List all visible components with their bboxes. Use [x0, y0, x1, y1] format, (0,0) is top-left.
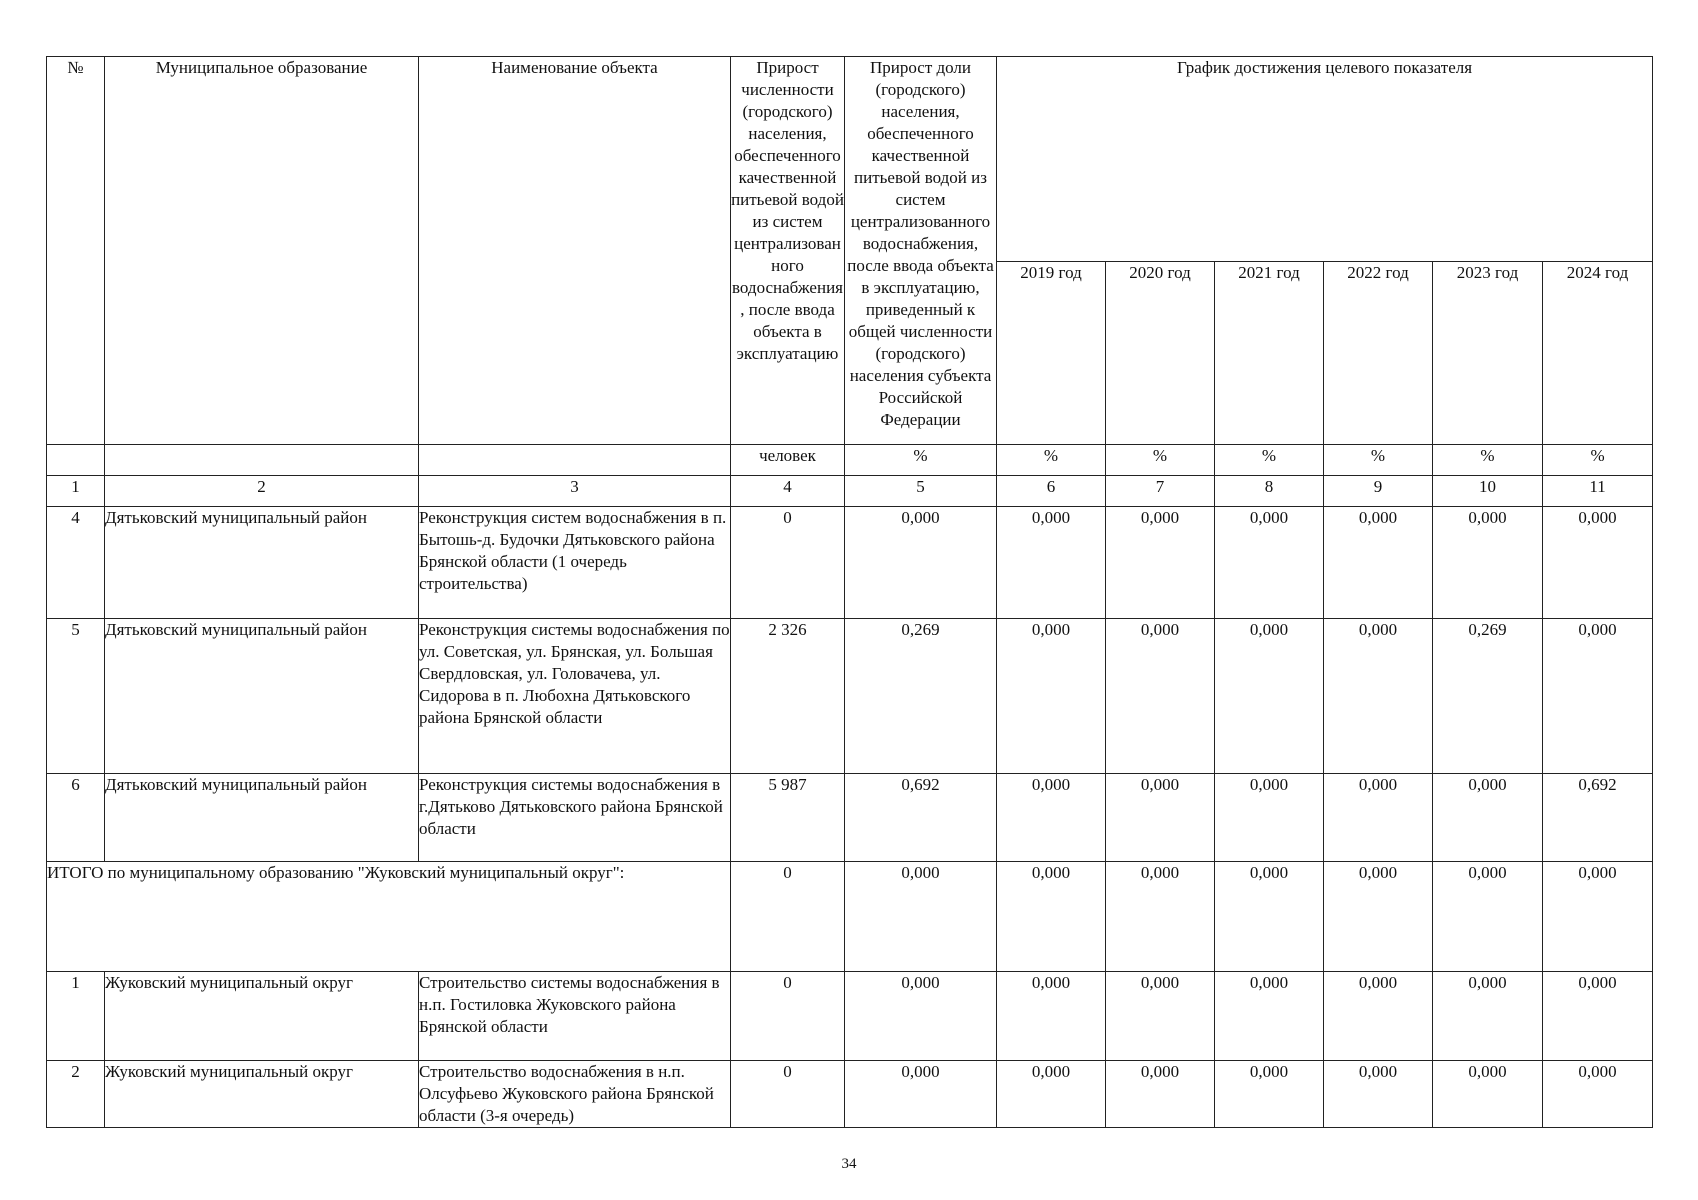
year-value-cell: 0,000	[1215, 774, 1324, 862]
row-number: 1	[47, 972, 105, 1061]
object-name-cell: Строительство системы водоснабжения в н.п. Гостиловка Жуковского района Брянской области	[419, 972, 731, 1061]
share-cell: 0,269	[845, 619, 997, 774]
year-value-cell: 0,000	[997, 619, 1106, 774]
people-cell: 5 987	[731, 774, 845, 862]
col-header-population-increase: Прирост численности (городского) населения, обеспеченного качественной питьевой водой из систем централизован ного водоснабжения , после ввода объекта в эксплуатацию	[731, 57, 845, 445]
year-value-cell: 0,000	[1106, 619, 1215, 774]
people-cell: 2 326	[731, 619, 845, 774]
column-number: 11	[1543, 476, 1653, 507]
total-year-value-cell: 0,000	[997, 862, 1106, 972]
total-year-value-cell: 0,000	[1543, 862, 1653, 972]
year-value-cell: 0,000	[1324, 972, 1433, 1061]
column-number: 6	[997, 476, 1106, 507]
year-value-cell: 0,000	[997, 1061, 1106, 1128]
object-name-cell: Строительство водоснабжения в н.п. Олсуфьево Жуковского района Брянской области (3-я очередь)	[419, 1061, 731, 1128]
year-value-cell: 0,000	[1215, 507, 1324, 619]
year-value-cell: 0,000	[1215, 619, 1324, 774]
column-number: 1	[47, 476, 105, 507]
unit-cell: %	[1106, 445, 1215, 476]
page-number: 34	[841, 1156, 857, 1172]
year-value-cell: 0,000	[997, 774, 1106, 862]
target-indicator-table	[46, 56, 1653, 1128]
year-header: 2023 год	[1433, 262, 1543, 445]
municipality-cell: Жуковский муниципальный округ	[105, 1061, 419, 1128]
year-value-cell: 0,000	[997, 507, 1106, 619]
column-number: 10	[1433, 476, 1543, 507]
object-name-cell: Реконструкция системы водоснабжения в г.Дятьково Дятьковского района Брянской области	[419, 774, 731, 862]
unit-cell-empty	[419, 445, 731, 476]
year-value-cell: 0,692	[1543, 774, 1653, 862]
year-value-cell: 0,000	[1433, 507, 1543, 619]
year-value-cell: 0,000	[1106, 1061, 1215, 1128]
year-value-cell: 0,000	[1106, 774, 1215, 862]
year-value-cell: 0,000	[1324, 774, 1433, 862]
unit-cell: %	[997, 445, 1106, 476]
year-value-cell: 0,000	[1543, 507, 1653, 619]
table-row	[47, 774, 1653, 862]
year-value-cell: 0,000	[1433, 972, 1543, 1061]
unit-cell: %	[1433, 445, 1543, 476]
column-number: 5	[845, 476, 997, 507]
total-year-value-cell: 0,000	[1433, 862, 1543, 972]
row-number: 4	[47, 507, 105, 619]
total-people-cell: 0	[731, 862, 845, 972]
year-value-cell: 0,000	[1543, 619, 1653, 774]
total-row	[47, 862, 1653, 972]
unit-cell-empty	[47, 445, 105, 476]
column-number: 4	[731, 476, 845, 507]
row-number: 6	[47, 774, 105, 862]
header-row-top	[47, 57, 1653, 262]
year-header: 2021 год	[1215, 262, 1324, 445]
municipality-cell: Дятьковский муниципальный район	[105, 774, 419, 862]
table-row	[47, 972, 1653, 1061]
column-number: 3	[419, 476, 731, 507]
year-header: 2020 год	[1106, 262, 1215, 445]
column-number: 2	[105, 476, 419, 507]
total-year-value-cell: 0,000	[1215, 862, 1324, 972]
total-label: ИТОГО по муниципальному образованию "Жуковский муниципальный округ":	[47, 862, 731, 972]
row-number: 5	[47, 619, 105, 774]
object-name-cell: Реконструкция системы водоснабжения по ул. Советская, ул. Брянская, ул. Большая Свердловская, ул. Головачева, ул. Сидорова в п. Любохна Дятьковского района Брянской области	[419, 619, 731, 774]
year-value-cell: 0,000	[1106, 507, 1215, 619]
col-header-object: Наименование объекта	[419, 57, 731, 445]
year-value-cell: 0,000	[1106, 972, 1215, 1061]
total-year-value-cell: 0,000	[1324, 862, 1433, 972]
people-cell: 0	[731, 1061, 845, 1128]
col-header-municipality: Муниципальное образование	[105, 57, 419, 445]
unit-cell: %	[1324, 445, 1433, 476]
year-header: 2019 год	[997, 262, 1106, 445]
year-value-cell: 0,000	[1433, 1061, 1543, 1128]
year-value-cell: 0,000	[1433, 774, 1543, 862]
column-number: 8	[1215, 476, 1324, 507]
year-header: 2022 год	[1324, 262, 1433, 445]
year-header: 2024 год	[1543, 262, 1653, 445]
year-value-cell: 0,000	[1215, 1061, 1324, 1128]
row-number: 2	[47, 1061, 105, 1128]
municipality-cell: Жуковский муниципальный округ	[105, 972, 419, 1061]
total-share-cell: 0,000	[845, 862, 997, 972]
table-row	[47, 619, 1653, 774]
unit-cell: человек	[731, 445, 845, 476]
year-value-cell: 0,000	[997, 972, 1106, 1061]
total-year-value-cell: 0,000	[1106, 862, 1215, 972]
unit-cell: %	[1543, 445, 1653, 476]
people-cell: 0	[731, 972, 845, 1061]
unit-cell: %	[1215, 445, 1324, 476]
unit-cell: %	[845, 445, 997, 476]
col-header-share-increase: Прирост доли (городского) населения, обеспеченного качественной питьевой водой из систем централизованного водоснабжения, после ввода объекта в эксплуатацию, приведенный к общей численности (городского) населения субъекта Российской Федерации	[845, 57, 997, 445]
column-number-row	[47, 476, 1653, 507]
share-cell: 0,692	[845, 774, 997, 862]
people-cell: 0	[731, 507, 845, 619]
table-row	[47, 507, 1653, 619]
table-row	[47, 1061, 1653, 1128]
year-value-cell: 0,000	[1324, 619, 1433, 774]
object-name-cell: Реконструкция систем водоснабжения в п. Бытошь-д. Будочки Дятьковского района Брянской области (1 очередь строительства)	[419, 507, 731, 619]
year-value-cell: 0,000	[1543, 1061, 1653, 1128]
col-header-schedule: График достижения целевого показателя	[997, 57, 1653, 262]
share-cell: 0,000	[845, 1061, 997, 1128]
year-value-cell: 0,000	[1324, 1061, 1433, 1128]
municipality-cell: Дятьковский муниципальный район	[105, 619, 419, 774]
share-cell: 0,000	[845, 972, 997, 1061]
column-number: 9	[1324, 476, 1433, 507]
year-value-cell: 0,269	[1433, 619, 1543, 774]
units-row	[47, 445, 1653, 476]
year-value-cell: 0,000	[1543, 972, 1653, 1061]
year-value-cell: 0,000	[1215, 972, 1324, 1061]
unit-cell-empty	[105, 445, 419, 476]
column-number: 7	[1106, 476, 1215, 507]
municipality-cell: Дятьковский муниципальный район	[105, 507, 419, 619]
document-page	[46, 56, 1652, 1128]
col-header-num: №	[47, 57, 105, 445]
share-cell: 0,000	[845, 507, 997, 619]
year-value-cell: 0,000	[1324, 507, 1433, 619]
